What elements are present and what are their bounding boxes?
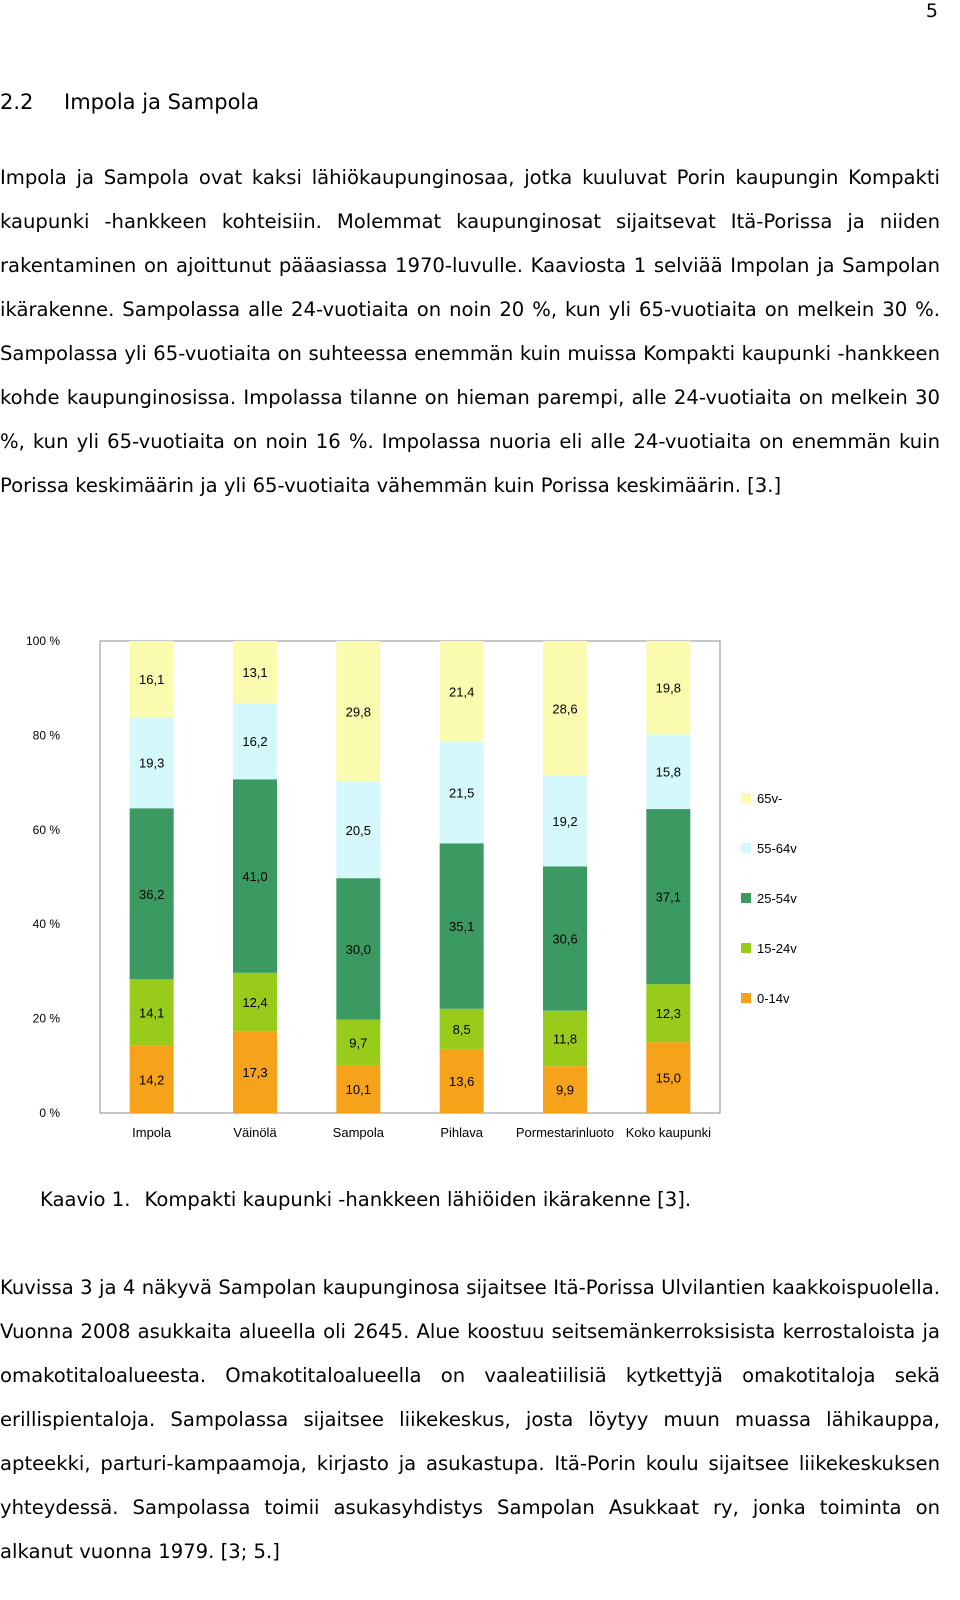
data-label: 12,3	[655, 1006, 681, 1022]
data-label: 11,8	[552, 1031, 578, 1047]
y-tick-label: 40 %	[32, 917, 60, 932]
y-tick-label: 20 %	[32, 1011, 60, 1026]
caption-text: Kompakti kaupunki -hankkeen lähiöiden ikärakenne [3].	[144, 1188, 692, 1211]
data-label: 19,3	[139, 755, 165, 771]
data-label: 15,8	[655, 764, 681, 780]
plot-area-frame	[100, 641, 720, 1113]
legend-swatch	[741, 943, 751, 953]
legend-label: 0-14v	[757, 991, 790, 1006]
x-category-label: Väinölä	[233, 1125, 277, 1140]
x-category-label: Sampola	[332, 1125, 384, 1140]
paragraph-2: Kuvissa 3 ja 4 näkyvä Sampolan kaupunginosa sijaitsee Itä-Porissa Ulvilantien kaakkoispuolella. Vuonna 2008 asukkaita alueella oli 2645. Alue koostuu seitsemänkerroksisista kerrostaloista ja omakotitaloalueesta. Omakotitaloalueella on vaaleatiilisiä kytkettyjä omakotitaloja sekä erillispientaloja. Sampolassa sijaitsee liikekeskus, josta löytyy muun muassa lähikauppa, apteekki, parturi-kampaamoja, kirjasto ja asukastupa. Itä-Porin koulu sijaitsee liikekeskuksen yhteydessä. Sampolassa toimii asukasyhdistys Sampolan Asukkaat ry, jonka toiminta on alkanut vuonna 1979. [3; 5.]	[0, 1276, 940, 1563]
data-label: 14,2	[139, 1072, 165, 1088]
data-label: 21,5	[449, 785, 475, 801]
data-label: 9,7	[349, 1035, 368, 1051]
data-label: 29,8	[345, 704, 371, 720]
data-label: 16,2	[242, 734, 268, 750]
page-number: 5	[925, 0, 938, 22]
data-label: 14,1	[139, 1005, 165, 1021]
legend-label: 15-24v	[757, 941, 797, 956]
y-tick-label: 80 %	[32, 728, 60, 743]
data-label: 41,0	[242, 869, 268, 885]
data-label: 8,5	[452, 1021, 471, 1037]
data-label: 13,6	[449, 1073, 475, 1089]
data-label: 15,0	[655, 1070, 681, 1086]
legend-swatch	[741, 843, 751, 853]
data-label: 21,4	[449, 684, 475, 700]
legend-label: 25-54v	[757, 891, 797, 906]
figure-caption	[40, 1188, 691, 1211]
section-title: Impola ja Sampola	[64, 90, 260, 114]
data-label: 28,6	[552, 701, 578, 717]
age-structure-chart	[0, 628, 820, 1148]
y-tick-label: 0 %	[39, 1106, 60, 1120]
x-category-label: Impola	[132, 1125, 172, 1140]
data-label: 37,1	[655, 889, 681, 905]
data-label: 10,1	[345, 1082, 371, 1098]
data-label: 36,2	[139, 886, 165, 902]
data-label: 9,9	[555, 1082, 575, 1098]
section-heading	[0, 90, 259, 114]
stacked-bar-chart	[0, 628, 820, 1148]
legend-swatch	[741, 793, 751, 803]
y-tick-label: 60 %	[32, 822, 60, 837]
data-label: 19,2	[552, 814, 578, 830]
data-label: 30,6	[552, 931, 578, 947]
caption-label: Kaavio 1.	[40, 1188, 131, 1211]
legend-label: 55-64v	[757, 841, 797, 856]
paragraph-1: Impola ja Sampola ovat kaksi lähiökaupunginosaa, jotka kuuluvat Porin kaupungin Kompakti kaupunki -hankkeen kohteisiin. Molemmat kaupunginosat sijaitsevat Itä-Porissa ja niiden rakentaminen on ajoittunut pääasiassa 1970-luvulle. Kaaviosta 1 selviää Impolan ja Sampolan ikärakenne. Sampolassa alle 24-vuotiaita on noin 20 %, kun yli 65-vuotiaita on melkein 30 %. Sampolassa yli 65-vuotiaita on suhteessa enemmän kuin muissa Kompakti kaupunki -hankkeen kohde kaupunginosissa. Impolassa tilanne on hieman parempi, alle 24-vuotiaita on melkein 30 %, kun yli 65-vuotiaita on noin 16 %. Impolassa nuoria eli alle 24-vuotiaita on enemmän kuin Porissa keskimäärin ja yli 65-vuotiaita vähemmän kuin Porissa keskimäärin. [3.]	[0, 166, 940, 497]
data-label: 35,1	[449, 919, 475, 935]
data-label: 19,8	[655, 680, 681, 696]
data-label: 13,1	[242, 664, 268, 680]
x-category-label: Koko kaupunki	[625, 1125, 711, 1140]
data-label: 16,1	[139, 672, 165, 688]
data-label: 30,0	[345, 941, 371, 957]
legend-swatch	[741, 993, 751, 1003]
y-tick-label: 100 %	[25, 634, 60, 648]
data-label: 17,3	[242, 1065, 268, 1081]
legend-label: 65v-	[757, 791, 783, 806]
data-label: 12,4	[242, 995, 268, 1011]
section-number: 2.2	[0, 90, 34, 114]
x-category-label: Pihlava	[440, 1125, 483, 1140]
legend-swatch	[741, 893, 751, 903]
data-label: 20,5	[345, 822, 371, 838]
x-category-label: Pormestarinluoto	[515, 1125, 615, 1140]
